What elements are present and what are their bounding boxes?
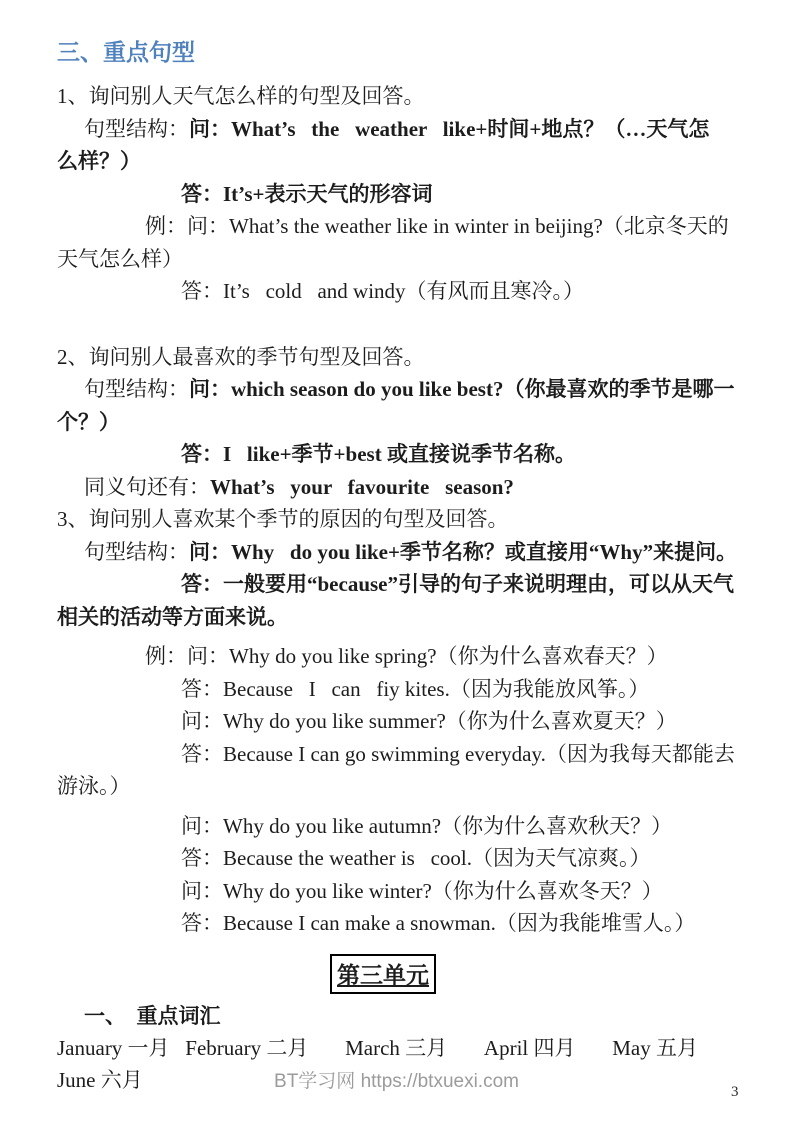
text-line <box>57 243 769 276</box>
text-segment: 问：Why do you like summer?（你为什么喜欢夏天？） <box>181 709 677 733</box>
text-segment: 答：Because I can fiy kites.（因为我能放风筝。） <box>181 676 650 701</box>
text-segment: 游泳。） <box>57 774 131 798</box>
text-segment: June 六月 <box>57 1068 143 1092</box>
text-segment: 相关的活动等方面来说。 <box>57 604 288 629</box>
text-segment: 答：Because the weather is cool.（因为天气凉爽。） <box>181 846 651 870</box>
unit-heading: 第三单元 <box>330 954 436 994</box>
text-line <box>57 1032 769 1065</box>
body-lines <box>57 80 769 940</box>
text-line <box>57 875 769 908</box>
text-segment: 例：问：Why do you like spring?（你为什么喜欢春天？） <box>145 644 668 668</box>
text-line <box>57 341 769 374</box>
text-line <box>57 640 769 673</box>
text-segment: 个？） <box>57 409 120 434</box>
text-line <box>57 568 769 601</box>
text-line <box>57 406 769 439</box>
text-line <box>57 907 769 940</box>
document-page <box>57 38 769 1097</box>
text-segment: 问：Why do you like winter?（你为什么喜欢冬天？） <box>181 878 663 903</box>
text-line <box>57 810 769 843</box>
text-segment: 问：Why do you like autumn?（你为什么喜欢秋天？） <box>181 813 673 838</box>
text-segment: 问：Why do you like+季节名称？或直接用“Why”来提问。 <box>189 539 738 564</box>
text-line <box>57 673 769 706</box>
text-line <box>57 80 769 113</box>
unit-heading-row <box>57 954 709 994</box>
text-segment: 答：一般要用“because”引导的句子来说明理由，可以从天气 <box>181 572 734 596</box>
text-segment: 答：It’s+表示天气的形容词 <box>181 181 433 206</box>
text-segment: 答：Because I can go swimming everyday.（因为我每天都能去 <box>181 741 735 766</box>
vocab-section-title: 一、 重点词汇 <box>84 1003 221 1028</box>
text-line <box>57 113 769 146</box>
text-line <box>57 536 769 569</box>
text-segment: 问：which season do you like best?（你最喜欢的季节是哪一 <box>189 377 735 401</box>
text-segment: 句型结构： <box>84 539 189 564</box>
footer-site-link: BT学习网 https://btxuexi.com <box>274 1071 519 1092</box>
text-segment: 么样？） <box>57 149 141 173</box>
page-number: 3 <box>731 1084 739 1100</box>
text-segment: 3、询问别人喜欢某个季节的原因的句型及回答。 <box>57 507 509 531</box>
text-segment: 答：It’s cold and windy（有风而且寒冷。） <box>181 279 585 303</box>
section-heading: 三、重点句型 <box>57 40 195 65</box>
text-segment: 同义句还有： <box>84 474 210 499</box>
text-line <box>57 601 769 634</box>
text-segment: 问：What’s the weather like+时间+地点？（…天气怎 <box>189 116 710 141</box>
text-line <box>57 178 769 211</box>
text-line <box>57 705 769 738</box>
text-line <box>57 842 769 875</box>
text-segment: 1、询问别人天气怎么样的句型及回答。 <box>57 84 425 108</box>
text-segment: 天气怎么样） <box>57 246 183 271</box>
text-line <box>57 770 769 803</box>
text-line <box>57 145 769 178</box>
text-line <box>57 210 769 243</box>
text-segment: 句型结构： <box>84 116 189 141</box>
text-line <box>57 438 769 471</box>
text-segment: 2、询问别人最喜欢的季节句型及回答。 <box>57 344 425 369</box>
text-line <box>57 373 769 406</box>
text-segment: What’s your favourite season? <box>210 474 514 499</box>
text-segment: 例：问：What’s the weather like in winter in beijing?（北京冬天的 <box>145 214 729 238</box>
text-segment: 答：Because I can make a snowman.（因为我能堆雪人。） <box>181 911 696 935</box>
text-segment: 答：I like+季节+best 或直接说季节名称。 <box>181 442 576 466</box>
text-line <box>57 275 769 308</box>
text-segment: January 一月 February 二月 March 三月 April 四月 May 五月 <box>57 1035 698 1060</box>
text-segment: 句型结构： <box>84 377 189 401</box>
text-line <box>57 738 769 771</box>
text-line <box>57 503 769 536</box>
text-line <box>57 471 769 504</box>
